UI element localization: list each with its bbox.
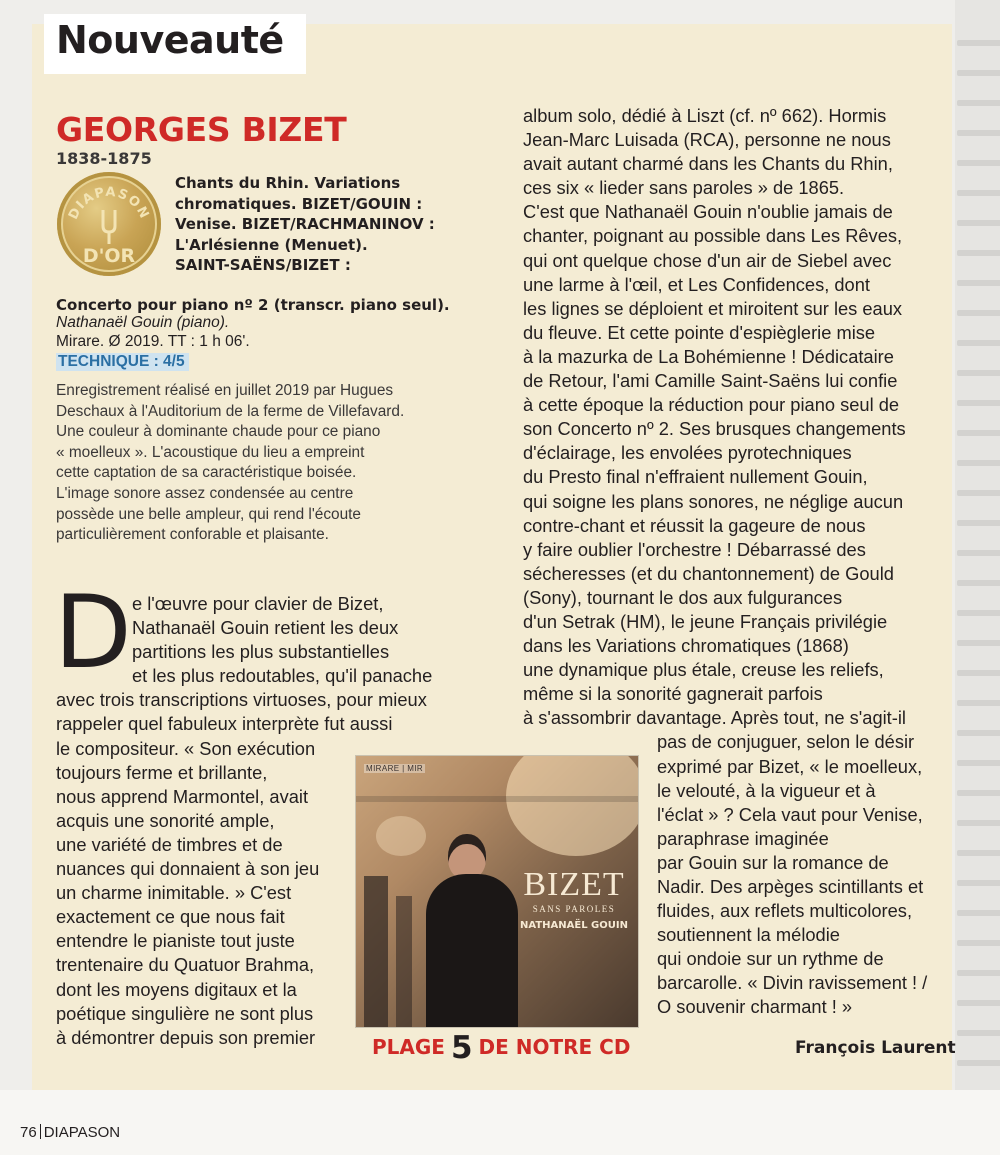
magazine-name: DIAPASON <box>43 1124 121 1141</box>
composer-name: GEORGES BIZET <box>56 110 347 149</box>
body-line: album solo, dédié à Liszt (cf. nº 662). Hormis <box>523 105 887 126</box>
technical-note-line: « moelleux ». L'acoustique du lieu a empreint <box>56 443 365 461</box>
body-line: et les plus redoutables, qu'il panache <box>132 665 433 687</box>
body-line: ces six « lieder sans paroles » de 1865. <box>523 177 845 199</box>
body-line: fluides, aux reflets multicolores, <box>657 900 913 922</box>
composer-dates: 1838-1875 <box>56 149 152 168</box>
plage-suffix: DE NOTRE CD <box>478 1035 631 1059</box>
release-works-line: Chants du Rhin. Variations <box>175 174 401 192</box>
body-line: une variété de timbres et de <box>56 833 283 855</box>
body-line: y faire oublier l'orchestre ! Débarrassé des <box>523 538 866 560</box>
release-works <box>175 173 475 276</box>
body-line: à cette époque la réduction pour piano seul de <box>523 394 900 416</box>
author-signature: François Laurent <box>795 1038 956 1058</box>
body-line: le compositeur. « Son exécution <box>56 737 316 759</box>
body-line: d'éclairage, les envolées pyrotechniques <box>523 442 852 464</box>
page-folio <box>20 1124 120 1141</box>
body-line: O souvenir charmant ! » <box>657 996 853 1018</box>
body-line: Jean-Marc Luisada (RCA), personne ne nous <box>523 129 891 151</box>
diapason-d-or-badge-icon <box>57 172 161 276</box>
body-line: soutiennent la mélodie <box>657 924 840 946</box>
body-line: du fleuve. Et cette pointe d'espièglerie mise <box>523 321 876 343</box>
page-bottom-margin <box>0 1090 1000 1155</box>
release-performer: Nathanaël Gouin (piano). <box>56 314 230 331</box>
release-works-line: L'Arlésienne (Menuet). <box>175 235 368 254</box>
body-line: même si la sonorité gagnerait parfois <box>523 683 823 705</box>
technical-note-line: particulièrement conforable et plaisante. <box>56 526 329 544</box>
technical-note-line: L'image sonore assez condensée au centre <box>56 484 354 502</box>
technical-note-line: cette captation de sa caractéristique boisée. <box>56 464 357 482</box>
body-line: entendre le pianiste tout juste <box>56 930 295 952</box>
body-line: partitions les plus substantielles <box>132 641 390 663</box>
svg-text:D'OR: D'OR <box>82 245 136 267</box>
body-line: dans les Variations chromatiques (1868) <box>523 635 849 657</box>
page-number: 76 <box>20 1124 37 1141</box>
body-line: l'éclat » ? Cela vaut pour Venise, <box>657 803 923 825</box>
pianist-silhouette <box>426 874 518 1028</box>
section-title: Nouveauté <box>56 18 284 62</box>
body-line: (Sony), tournant le dos aux fulgurances <box>523 586 843 608</box>
body-line: exprimé par Bizet, « le moelleux, <box>657 755 923 777</box>
body-line: e l'œuvre pour clavier de Bizet, <box>132 593 384 614</box>
release-works-line: SAINT-SAËNS/BIZET : <box>175 256 351 274</box>
svg-text:DIAPASON: DIAPASON <box>65 184 153 223</box>
body-line: Nadir. Des arpèges scintillants et <box>657 876 924 897</box>
folio-divider <box>40 1124 41 1139</box>
body-line: de Retour, l'ami Camille Saint-Saëns lui confie <box>523 370 898 392</box>
cover-artist: NATHANAËL GOUIN <box>520 920 628 931</box>
release-concerto: Concerto pour piano nº 2 (transcr. piano seul). <box>56 296 450 314</box>
body-line: d'un Setrak (HM), le jeune Français privilégie <box>523 610 888 632</box>
body-line: une larme à l'œil, et Les Confidences, dont <box>523 273 870 295</box>
technical-note-line: possède une belle ampleur, qui rend l'écoute <box>56 505 361 523</box>
body-line: les lignes se déploient et miroitent sur les eaux <box>523 297 903 319</box>
technical-note <box>56 381 486 546</box>
plage-number: 5 <box>450 1030 473 1066</box>
adjacent-page-edge <box>955 0 1000 1155</box>
body-line: exactement ce que nous fait <box>56 906 285 928</box>
body-line: à s'assombrir davantage. Après tout, ne s'agit-il <box>523 707 906 729</box>
body-line: une dynamique plus étale, creuse les reliefs, <box>523 659 884 681</box>
plage-callout <box>372 1030 630 1066</box>
tuning-fork-icon <box>57 172 161 276</box>
dropcap: D <box>54 573 132 691</box>
body-line: poétique singulière ne sont plus <box>56 1002 314 1024</box>
release-works-line: chromatiques. BIZET/GOUIN : <box>175 194 423 213</box>
body-line: par Gouin sur la romance de <box>657 851 889 873</box>
release-works-line: Venise. BIZET/RACHMANINOV : <box>175 215 435 233</box>
body-line: chanter, poignant au possible dans Les Rêves, <box>523 225 903 247</box>
body-line: du Presto final n'effraient nullement Gouin, <box>523 466 868 488</box>
technique-rating: TECHNIQUE : 4/5 <box>56 353 189 371</box>
body-line: paraphrase imaginée <box>657 827 829 849</box>
body-line: le velouté, à la vigueur et à <box>657 779 876 801</box>
body-line: C'est que Nathanaël Gouin n'oublie jamais de <box>523 201 893 223</box>
body-line: qui soigne les plans sonores, ne néglige aucun <box>523 490 904 512</box>
body-line: trentenaire du Quatuor Brahma, <box>56 954 315 976</box>
cover-title: BIZET <box>523 866 625 903</box>
body-line: qui ont quelque chose d'un air de Siebel avec <box>523 249 892 271</box>
body-line: toujours ferme et brillante, <box>56 761 268 783</box>
technical-note-line: Une couleur à dominante chaude pour ce piano <box>56 423 381 441</box>
technical-note-line: Enregistrement réalisé en juillet 2019 par Hugues <box>56 382 394 399</box>
body-line: pas de conjuguer, selon le désir <box>657 731 915 753</box>
body-line: à la mazurka de La Bohémienne ! Dédicataire <box>523 345 894 367</box>
cover-subtitle: SANS PAROLES <box>532 904 616 914</box>
body-line: à démontrer depuis son premier <box>56 1026 316 1048</box>
body-line: barcarolle. « Divin ravissement ! / <box>657 972 928 994</box>
body-line: qui ondoie sur un rythme de <box>657 948 884 970</box>
body-line: un charme inimitable. » C'est <box>56 882 292 904</box>
body-line: avait autant charmé dans les Chants du Rhin, <box>523 153 893 175</box>
release-label-info: Mirare. Ø 2019. TT : 1 h 06'. <box>56 333 250 350</box>
body-line: acquis une sonorité ample, <box>56 809 275 831</box>
body-line: sécheresses (et du chantonnement) de Gould <box>523 562 894 584</box>
body-line: rappeler quel fabuleux interprète fut aussi <box>56 713 393 735</box>
cover-label: MIRARE | MIR <box>366 764 424 773</box>
body-line: nous apprend Marmontel, avait <box>56 785 309 807</box>
body-line: son Concerto nº 2. Ses brusques changements <box>523 418 906 440</box>
plage-prefix: PLAGE <box>372 1035 445 1059</box>
album-cover <box>355 755 639 1028</box>
body-line: nuances qui donnaient à son jeu <box>56 858 320 880</box>
body-line: avec trois transcriptions virtuoses, pour mieux <box>56 689 427 711</box>
body-line: dont les moyens digitaux et la <box>56 978 297 1000</box>
technical-note-line: Deschaux à l'Auditorium de la ferme de Villefavard. <box>56 402 405 420</box>
body-line: Nathanaël Gouin retient les deux <box>132 617 399 639</box>
body-line: contre-chant et réussit la gageure de nous <box>523 514 866 536</box>
